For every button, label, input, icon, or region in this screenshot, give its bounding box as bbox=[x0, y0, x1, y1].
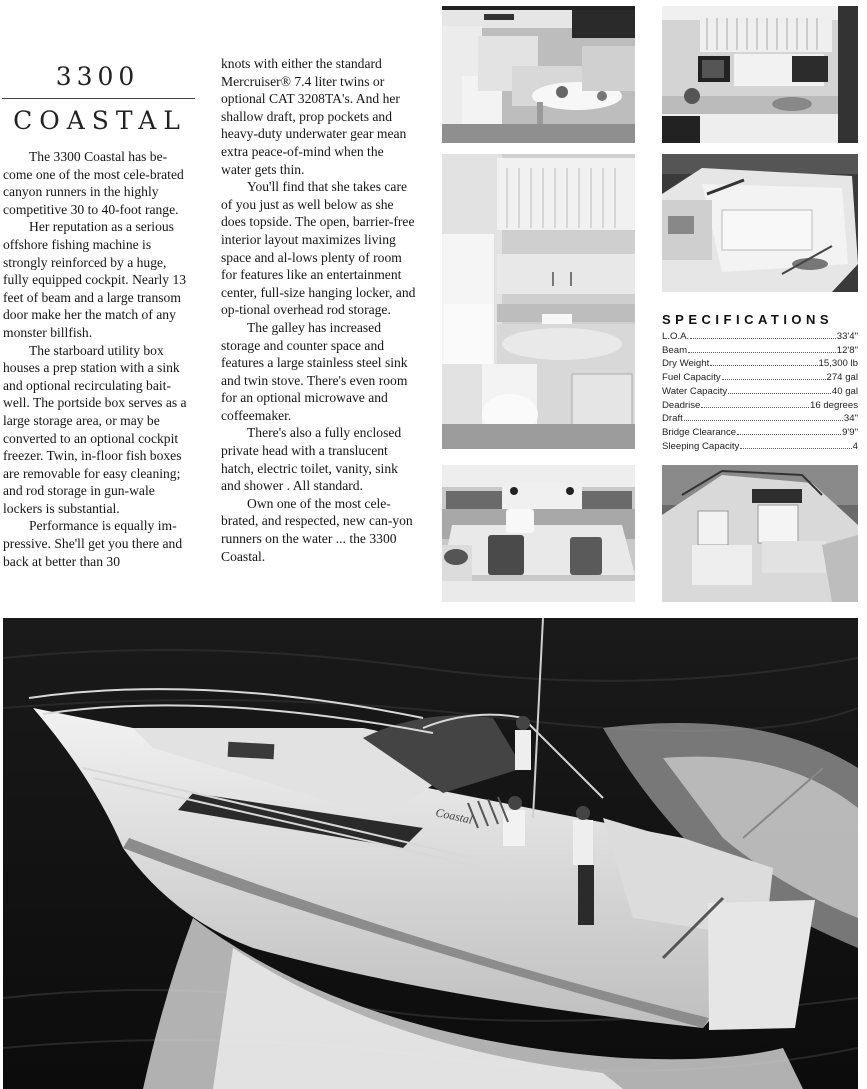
spec-label: Dry Weight bbox=[662, 358, 710, 370]
forward-cabin-photo bbox=[442, 465, 635, 602]
dot-leader bbox=[688, 352, 836, 353]
spec-label: Bridge Clearance bbox=[662, 426, 737, 438]
spec-row bbox=[662, 412, 858, 426]
model-name: COASTAL bbox=[13, 106, 187, 135]
specifications-title: SPECIFICATIONS bbox=[662, 312, 834, 327]
dot-leader bbox=[728, 393, 831, 394]
paragraph: Her reputation as a serious offshore fishing machine is strongly reinforced by a huge, fully equipped cockpit. Nearly 13 feet of beam and a large transom door make her the match of any monster billfish. bbox=[3, 219, 187, 340]
paragraph: There's also a fully enclosed private head with a translucent hatch, electric toilet, vanity, sink and shower . All standard. bbox=[221, 425, 402, 494]
spec-value: 12'8" bbox=[836, 344, 858, 356]
dot-leader bbox=[737, 434, 841, 435]
paragraph: You'll find that she takes care of you just as well below as she does topside. The open, barrier-free interior layout maximizes living space and al-lows plenty of room for features like an entertainment center, full-size hanging locker, and op-tional overhead rod storage. bbox=[221, 179, 416, 318]
spec-label: Fuel Capacity bbox=[662, 372, 721, 384]
head-photo bbox=[442, 154, 635, 449]
spec-value: 16 degrees bbox=[809, 399, 858, 411]
spec-value: 274 gal bbox=[826, 372, 858, 384]
spec-value: 15,300 lb bbox=[818, 358, 858, 370]
spec-label: Water Capacity bbox=[662, 385, 728, 397]
dot-leader bbox=[684, 420, 843, 421]
spec-label: Draft bbox=[662, 413, 683, 425]
spec-value: 9'9" bbox=[842, 426, 858, 438]
spec-row bbox=[662, 440, 858, 454]
helm-photo bbox=[662, 465, 858, 602]
dot-leader bbox=[690, 338, 836, 339]
paragraph: Performance is equally im-pressive. She'll get you there and back at better than 30 bbox=[3, 518, 183, 569]
body-copy-column-2 bbox=[221, 55, 417, 565]
paragraph: The 3300 Coastal has be-come one of the most cele-brated canyon runners in the highly competitive 30 to 40-foot range. bbox=[3, 149, 184, 217]
body-copy-column-1 bbox=[3, 148, 191, 570]
specifications-table bbox=[662, 312, 858, 453]
model-number: 3300 bbox=[55, 62, 140, 91]
paragraph: Own one of the most cele-brated, and respected, new can-yon runners on the water ... the 3300 Coastal. bbox=[221, 495, 413, 564]
spec-value: 34" bbox=[843, 413, 858, 425]
spec-value: 40 gal bbox=[831, 385, 858, 397]
spec-row bbox=[662, 344, 858, 358]
salon-photo bbox=[442, 6, 635, 143]
spec-value: 4 bbox=[852, 440, 858, 452]
paragraph: knots with either the standard Mercruiser® 7.4 liter twins or optional CAT 3208TA's. And her shallow draft, prop pockets and heavy-duty underwater gear mean extra peace-of-mind when the water gets thin. bbox=[221, 56, 407, 177]
dot-leader bbox=[740, 448, 851, 449]
spec-row bbox=[662, 371, 858, 385]
spec-row bbox=[662, 385, 858, 399]
galley-photo bbox=[662, 6, 858, 143]
cockpit-deck-photo bbox=[662, 154, 858, 292]
dot-leader bbox=[701, 407, 809, 408]
dot-leader bbox=[710, 365, 817, 366]
spec-row bbox=[662, 330, 858, 344]
dot-leader bbox=[722, 379, 826, 380]
spec-row bbox=[662, 399, 858, 413]
spec-label: Sleeping Capacity bbox=[662, 440, 740, 452]
hull-script-logo: Coastal bbox=[434, 805, 474, 827]
hero-boat-photo bbox=[3, 618, 858, 1089]
spec-label: L.O.A. bbox=[662, 331, 690, 342]
spec-row bbox=[662, 426, 858, 440]
spec-label: Deadrise bbox=[662, 399, 701, 411]
title-divider bbox=[2, 98, 195, 99]
spec-value: 33'4" bbox=[836, 331, 858, 342]
spec-row bbox=[662, 357, 858, 371]
paragraph: The starboard utility box houses a prep station with a sink and optional recirculating bait-well. The portside box serves as a large storage area, or may be converted to an optional cockpit freezer. Twin, in-floor fish boxes are removable for easy cleaning; and rod storage in gun-wale lockers is substantial. bbox=[3, 342, 187, 516]
spec-label: Beam bbox=[662, 344, 688, 356]
paragraph: The galley has increased storage and counter space and features a large stainless steel sink and twin stove. There's even room for an optional microwave and coffeemaker. bbox=[221, 319, 408, 423]
